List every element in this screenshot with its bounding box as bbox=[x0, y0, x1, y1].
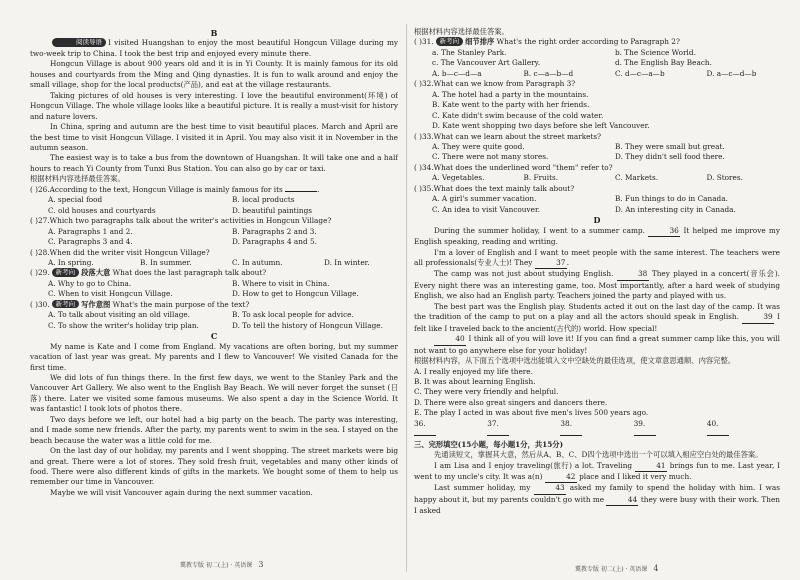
option[interactable]: C. d—c—a—b bbox=[615, 68, 665, 78]
question-34: ( )34.What does the underlined word "them" refer to? A. Vegetables. B. Fruits. C. Markets. D. Stores. bbox=[414, 163, 780, 184]
instruction-text: 根据材料内容，从下面五个选项中选出能填入文中空缺处的最佳选项，使文章意思通顺、内容完整。 bbox=[414, 356, 736, 366]
option: D. There were also great singers and dancers there. bbox=[414, 397, 608, 407]
passage-d-paragraph: I'm a lover of English and I want to meet people with the same interest. The teachers were all professionals(专业人士)! They 37. bbox=[414, 248, 780, 270]
option[interactable]: B. c—a—b—d bbox=[523, 68, 574, 78]
answer-blank[interactable]: 44 bbox=[606, 495, 638, 506]
option[interactable]: D. In winter. bbox=[324, 257, 370, 267]
option[interactable]: C. When to visit Hongcun Village. bbox=[48, 289, 173, 299]
answer-blank[interactable]: 40 bbox=[434, 334, 466, 345]
right-footer: 冀教专版 初二(上) · 英语课 4 bbox=[575, 564, 659, 573]
cloze-paragraph: I am Lisa and I enjoy traveling(旅行) a lot. Traveling 41 brings fun to me. Last year, I went to my uncle's city. It was a(n) 42 place and I liked it very much. bbox=[414, 461, 780, 484]
answer-blank[interactable]: 41 bbox=[635, 461, 667, 472]
section-d-title: D bbox=[593, 215, 601, 226]
option[interactable]: D. a—c—d—b bbox=[706, 68, 757, 78]
passage-c-paragraph: Two days before we left, our hotel had a big party on the beach. The party was interesting, and I made some new friends. After the party, my parents went to swim in the sea. I stayed on the beach because the water was a little cold for me. bbox=[30, 414, 398, 445]
answer-slot[interactable]: 36. bbox=[414, 419, 473, 440]
page-number: 3 bbox=[258, 560, 264, 569]
option[interactable]: D. How to get to Hongcun Village. bbox=[232, 289, 359, 299]
option[interactable]: A. In spring. bbox=[48, 257, 94, 267]
answer-blank[interactable]: 42 bbox=[545, 472, 577, 483]
answer-blank[interactable]: 38 bbox=[617, 269, 649, 280]
option[interactable]: B. In summer. bbox=[140, 257, 192, 267]
option[interactable]: A. The hotel had a party in the mountains. bbox=[432, 89, 589, 99]
cloze-paragraph: Last summer holiday, my 43 asked my family to spend the holiday with him. I was happy about it, but my parents couldn't go with me 44 they were busy with their work. Then I asked bbox=[414, 483, 780, 516]
passage-d-paragraph: During the summer holiday, I went to a summer camp. 36 It helped me improve my English speaking, reading and writing. bbox=[414, 225, 780, 247]
question-35: ( )35.What does the text mainly talk about? A. A girl's summer vacation. B. Fun things to do in Canada. C. An idea to visit Vancouver. D. An interesting city in Canada. bbox=[414, 184, 780, 215]
order-item: b. The Science World. bbox=[615, 47, 696, 57]
option[interactable]: A. special food bbox=[48, 195, 103, 205]
option[interactable]: B. Kate went to the party with her friends. bbox=[432, 100, 590, 110]
passage-c-paragraph: We did lots of fun things there. In the first few days, we went to the Stanley Park and the Vancouver Art Gallery. We also went to the English Bay Beach. We will never forget the sunset (日落) there. Later we visited some famous museums. We also spent a day in the Science World. It was fantastic! I took lots of photos there. bbox=[30, 372, 398, 414]
section-c-title: C bbox=[210, 331, 218, 342]
option[interactable]: B. To ask local people for advice. bbox=[232, 310, 354, 320]
question-33: ( )33.What can we learn about the street markets? A. They were quite good. B. They were small but great. C. There were not many stores. D. They didn't sell food there. bbox=[414, 132, 780, 163]
d-options-list bbox=[414, 367, 780, 419]
answer-slot[interactable]: 39. bbox=[634, 419, 693, 440]
reading-guide-badge: 阅读导语 bbox=[52, 38, 106, 47]
option[interactable]: C. old houses and courtyards bbox=[48, 205, 156, 215]
option: E. The play I acted in was about five men's lives 500 years ago. bbox=[414, 408, 649, 418]
option[interactable]: B. Paragraphs 2 and 3. bbox=[232, 226, 317, 236]
page-divider bbox=[406, 24, 407, 572]
option[interactable]: C. Paragraphs 3 and 4. bbox=[48, 237, 133, 247]
passage-b-paragraph: Taking pictures of old houses is very interesting. I love the beautiful environment(环境) of Hongcun Village. The whole village looks like a beautiful picture. It is really a must-visit for history and nature lovers. bbox=[30, 90, 398, 121]
question-29: ( )29. 新考向 段落大意 What does the last paragraph talk about? A. Why to go to China. B. Where to visit in China. C. When to visit Hongcun Village. D. How to get to Hongcun Village. bbox=[30, 268, 398, 299]
answer-blank[interactable] bbox=[285, 191, 317, 192]
option: C. They were very friendly and helpful. bbox=[414, 387, 559, 397]
option[interactable]: B. They were small but great. bbox=[615, 141, 725, 151]
question-27: ( )27.Which two paragraphs talk about the writer's activities in Hongcun Village? A. Paragraphs 1 and 2. B. Paragraphs 2 and 3. C. Paragraphs 3 and 4. D. Paragraphs 4 and 5. bbox=[30, 216, 398, 247]
passage-b-paragraph: The easiest way is to take a bus from the downtown of Huangshan. It will take one and a half hours to reach Yi County from Tunxi Bus Station. You can also go by car or taxi. bbox=[30, 153, 398, 173]
passage-d-paragraph: The best part was the English play. Students acted it out on the last day of the camp. It was the tradition of the camp to put on a play and all the actors should speak in English. 39 I felt like I traveled back to the ancient(古代的) world. How special! bbox=[414, 301, 780, 333]
option[interactable]: D. They didn't sell food there. bbox=[615, 152, 725, 162]
option[interactable]: D. To tell the history of Hongcun Village. bbox=[232, 320, 383, 330]
passage-b-paragraph: 阅读导语 I visited Huangshan to enjoy the most beautiful Hongcun Village during my two-week trip to China. I took the best trip and enjoyed every minute there. bbox=[30, 38, 398, 58]
question-26: ( )26.According to the text, Hongcun Village is mainly famous for its . A. special food B. local products C. old houses and courtyards D. beautiful paintings bbox=[30, 185, 398, 216]
option: B. It was about learning English. bbox=[414, 376, 536, 386]
right-page bbox=[414, 27, 780, 579]
option[interactable]: B. local products bbox=[232, 195, 295, 205]
page-number: 4 bbox=[653, 564, 659, 573]
order-item: d. The English Bay Beach. bbox=[615, 58, 712, 68]
instruction-text: 根据材料内容选择最佳答案。 bbox=[30, 174, 125, 184]
section-3-title: 三、完形填空(15小题，每小题1分，共15分) bbox=[414, 439, 564, 449]
question-32: ( )32.What can we know from Paragraph 3? A. The hotel had a party in the mountains. B. Kate went to the party with her friends. C. Kate didn't swim because of the cold water. D. Kate went shopping two days before she left Vancouver. bbox=[414, 79, 780, 131]
option[interactable]: B. Fruits. bbox=[523, 173, 559, 183]
option[interactable]: A. A girl's summer vacation. bbox=[432, 194, 537, 204]
option[interactable]: C. An idea to visit Vancouver. bbox=[432, 204, 540, 214]
answer-slot[interactable]: 38. bbox=[560, 419, 619, 440]
question-30: ( )30. 新考向 写作意图 What's the main purpose of the text? A. To talk about visiting an old village. B. To ask local people for advice. C. To show the writer's holiday trip plan. D. To tell the history of Hongcun Village. bbox=[30, 300, 398, 331]
passage-b-paragraph: Hongcun Village is about 900 years old and it is in Yi County. It is mainly famous for its old houses and courtyards from the Ming and Qing dynasties. It is fun to walk around and enjoy the small village, shop for the local products(产品), and eat at the village restaurants. bbox=[30, 59, 398, 90]
instruction-text: 先通读短文，掌握其大意，然后从A、B、C、D四个选项中选出一个可以填入相应空白处的最佳答案。 bbox=[434, 450, 763, 460]
option[interactable]: B. Fun things to do in Canada. bbox=[615, 194, 728, 204]
option[interactable]: D. beautiful paintings bbox=[232, 205, 313, 215]
option[interactable]: B. Where to visit in China. bbox=[232, 278, 330, 288]
question-31: ( )31. 新考向 细节排序 What's the right order according to Paragraph 2? a. The Stanley Park. b. The Science World. c. The Vancouver Art Gallery. d. The English Bay Beach. A. b—c—d—a B. c—a—b—d C. d—c—a—b D. a—c—d—b bbox=[414, 37, 780, 79]
instruction-text: 根据材料内容选择最佳答案。 bbox=[414, 27, 509, 36]
option: A. I really enjoyed my life there. bbox=[414, 366, 533, 376]
passage-c-paragraph: On the last day of our holiday, my parents and I went shopping. The street markets were big and great. There were a lot of stores. They sold fresh fruit, vegetables and many other kinds of food. There were also different kinds of gifts in the markets. We bought some of them to help us remember our time in Vancouver. bbox=[30, 446, 398, 487]
left-page bbox=[30, 28, 398, 558]
answer-slot[interactable]: 40. bbox=[707, 419, 766, 440]
answer-blank[interactable]: 39 bbox=[742, 312, 774, 323]
option[interactable]: C. To show the writer's holiday trip plan. bbox=[48, 320, 199, 330]
left-footer: 冀教专版 初二(上) · 英语课 3 bbox=[180, 560, 264, 569]
option[interactable]: A. b—c—d—a bbox=[432, 68, 482, 78]
option[interactable]: D. Kate went shopping two days before she left Vancouver. bbox=[432, 121, 650, 131]
option[interactable]: A. To talk about visiting an old village. bbox=[48, 310, 191, 320]
option[interactable]: A. They were quite good. bbox=[432, 141, 525, 151]
answer-blank[interactable]: 36 bbox=[648, 226, 680, 237]
option[interactable]: A. Vegetables. bbox=[432, 173, 485, 183]
passage-d-paragraph: 40 I think all of you will love it! If you can find a great summer camp like this, you will not want to go anywhere else for your holiday! bbox=[414, 334, 780, 355]
option[interactable]: C. Kate didn't swim because of the cold water. bbox=[432, 110, 604, 120]
passage-d-paragraph: The camp was not just about studying English. 38 They played in a concert(音乐会). Every night there was an interesting game, too. Most importantly, after a hard week of studying English, we also had an English party. Teachers joined the party and played with us. bbox=[414, 269, 780, 301]
passage-b-paragraph: In China, spring and autumn are the best time to visit beautiful places. March and April are the best time to visit Hongcun Village. I visited it in April. You may also visit it in November in the autumn season. bbox=[30, 122, 398, 152]
option[interactable]: C. There were not many stores. bbox=[432, 152, 549, 162]
passage-c-paragraph: My name is Kate and I come from England. My vacations are often boring, but my summer vacation of last year was great. My parents and I flew to Vancouver! We visited Canada for the first time. bbox=[30, 341, 398, 372]
answer-slot[interactable]: 37. bbox=[487, 419, 546, 440]
question-28: ( )28.When did the writer visit Hongcun Village? A. In spring. B. In summer. C. In autumn. D. In winter. bbox=[30, 248, 398, 269]
new-trend-badge: 新考向 bbox=[52, 268, 80, 277]
new-trend-badge: 新考向 bbox=[436, 37, 464, 46]
option[interactable]: A. Paragraphs 1 and 2. bbox=[48, 226, 133, 236]
option[interactable]: C. Markets. bbox=[615, 173, 659, 183]
passage-c-paragraph: Maybe we will visit Vancouver again during the next summer vacation. bbox=[50, 487, 313, 497]
new-trend-badge: 新考向 bbox=[52, 300, 80, 309]
option[interactable]: C. In autumn. bbox=[232, 257, 283, 267]
option[interactable]: D. Stores. bbox=[706, 173, 743, 183]
order-item: c. The Vancouver Art Gallery. bbox=[432, 58, 541, 68]
option[interactable]: D. An interesting city in Canada. bbox=[615, 204, 736, 214]
order-item: a. The Stanley Park. bbox=[432, 47, 507, 57]
option[interactable]: A. Why to go to China. bbox=[48, 278, 132, 288]
answer-blank[interactable]: 43 bbox=[534, 483, 566, 494]
section-b-title: B bbox=[210, 28, 218, 38]
answer-blank[interactable]: 37 bbox=[535, 258, 567, 269]
answer-row bbox=[414, 419, 780, 440]
option[interactable]: D. Paragraphs 4 and 5. bbox=[232, 237, 317, 247]
